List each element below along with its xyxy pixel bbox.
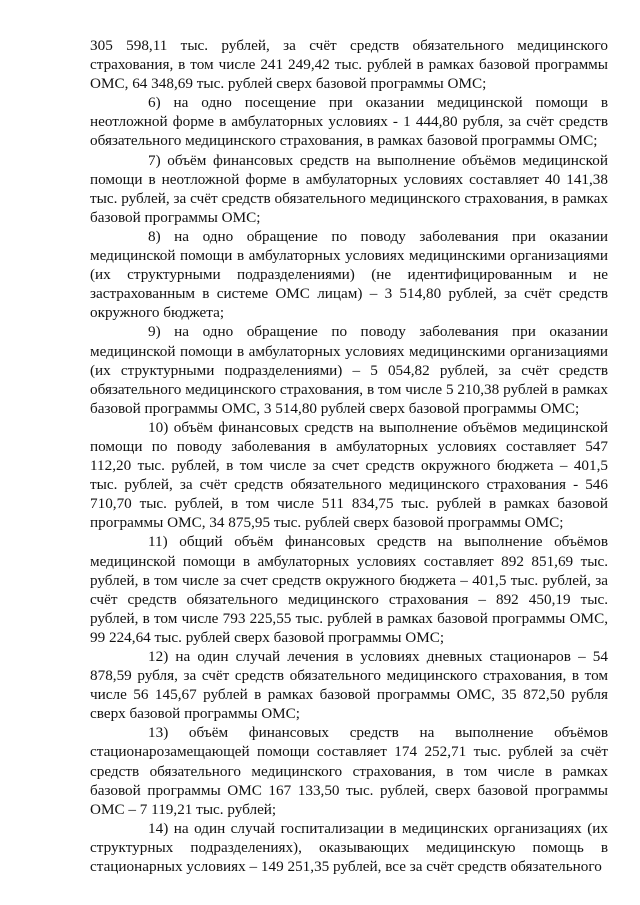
paragraph-item-11: 11) общий объём финансовых средств на выполнение объёмов медицинской помощи в амбулаторных условиях составляет 892 851,69 тыс. рублей, в том числе за счет средств окружного бюджета – 401,5 тыс. рублей, за счёт средств обязательного медицинского страхования – 892 450,19 тыс. рублей, в том числе 793 225,55 тыс. рублей в рамках базовой программы ОМС, 99 224,64 тыс. рублей сверх базовой программы ОМС; [90, 533, 608, 646]
paragraph-item-14: 14) на один случай госпитализации в медицинских организациях (их структурных подразделениях), оказывающих медицинскую помощь в стационарных условиях – 149 251,35 рублей, все за счёт средств обязательного [90, 819, 608, 876]
paragraph-item-13: 13) объём финансовых средств на выполнение объёмов стационарозамещающей помощи составляет 174 252,71 тыс. рублей за счёт средств обязательного медицинского страхования, в том числе в рамках базовой программы ОМС 167 133,50 тыс. рублей, сверх базовой программы ОМС – 7 119,21 тыс. рублей; [90, 724, 608, 818]
paragraph-continued: 305 598,11 тыс. рублей, за счёт средств обязательного медицинского страхования, в том числе 241 249,42 тыс. рублей в рамках базовой программы ОМС, 64 348,69 тыс. рублей сверх базовой программы ОМС; [90, 37, 608, 93]
paragraph-item-7: 7) объём финансовых средств на выполнение объёмов медицинской помощи в неотложной форме в амбулаторных условиях составляет 40 141,38 тыс. рублей, за счёт средств обязательного медицинского страхования, в рамках базовой программы ОМС; [90, 151, 608, 226]
paragraph-item-12: 12) на один случай лечения в условиях дневных стационаров – 54 878,59 рубля, за счёт средств обязательного медицинского страхования, в том числе 56 145,67 рублей в рамках базовой программы ОМС, 35 872,50 рубля сверх базовой программы ОМС; [90, 648, 608, 723]
paragraph-item-6: 6) на одно посещение при оказании медицинской помощи в неотложной форме в амбулаторных условиях - 1 444,80 рубля, за счёт средств обязательного медицинского страхования, в рамках базовой программы ОМС; [90, 94, 608, 150]
paragraph-item-8: 8) на одно обращение по поводу заболевания при оказании медицинской помощи в амбулаторных условиях медицинскими организациями (их структурными подразделениями) (не идентифицированным и не застрахованным в системе ОМС лицам) – 3 514,80 рублей, за счёт средств окружного бюджета; [90, 227, 608, 322]
paragraph-item-10: 10) объём финансовых средств на выполнение объёмов медицинской помощи по поводу заболевания в амбулаторных условиях составляет 547 112,20 тыс. рублей, в том числе за счет средств окружного бюджета – 401,5 тыс. рублей, за счёт средств обязательного медицинского страхования - 546 710,70 тыс. рублей, в том числе 511 834,75 тыс. рублей в рамках базовой программы ОМС, 34 875,95 тыс. рублей сверх базовой программы ОМС; [90, 418, 608, 532]
paragraph-item-9: 9) на одно обращение по поводу заболевания при оказании медицинской помощи в амбулаторных условиях медицинскими организациями (их структурными подразделениями) – 5 054,82 рублей, за счёт средств обязательного медицинского страхования, в том числе 5 210,38 рублей в рамках базовой программы ОМС, 3 514,80 рублей сверх базовой программы ОМС; [90, 323, 608, 417]
